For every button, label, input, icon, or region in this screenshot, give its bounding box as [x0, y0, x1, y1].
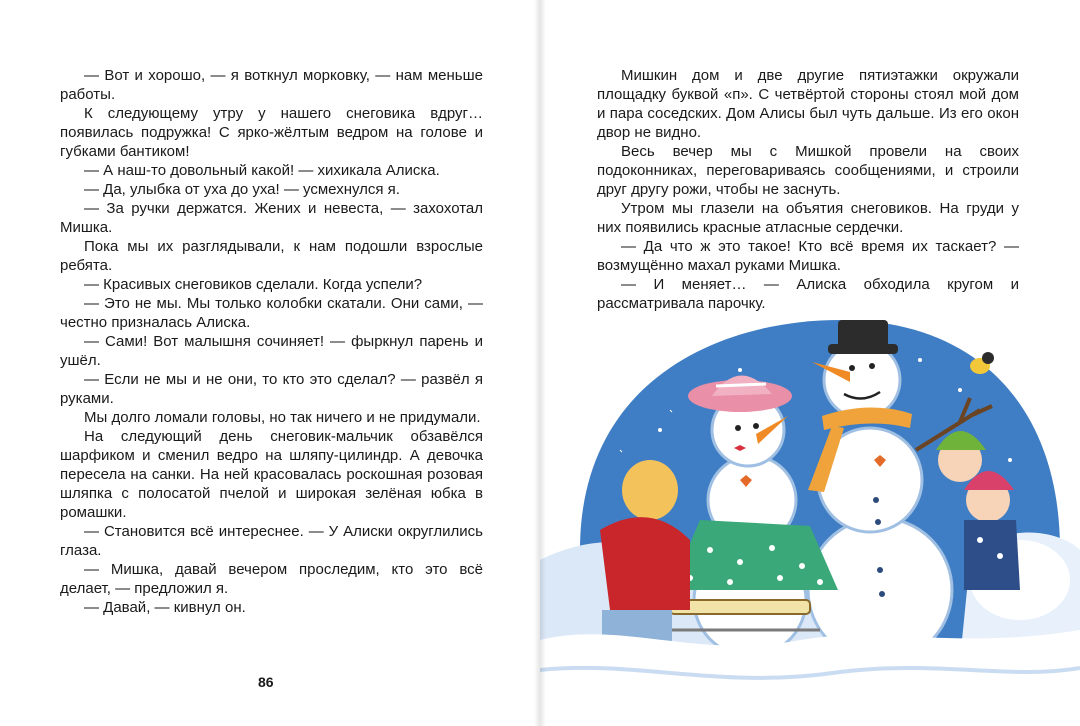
page-number: 86 [258, 674, 274, 690]
paragraph: Мы долго ломали головы, но так ничего и не придумали. [84, 409, 481, 426]
bird [970, 352, 994, 374]
paragraph: — Да, улыбка от уха до уха! — усмехнулся я. [84, 181, 400, 198]
paragraph: — Если не мы и не они, то кто это сделал? — развёл я руками. [60, 371, 483, 407]
paragraph: — Да что ж это такое! Кто всё время их таскает? — возмущённо махал руками Мишка. [597, 238, 1019, 274]
left-page-text [60, 66, 483, 617]
paragraph: — И меняет… — Алиска обходила кругом и рассматривала парочку. [597, 276, 1019, 312]
right-page-text [597, 66, 1019, 313]
paragraph: К следующему утру у нашего снеговика вдруг… появилась подружка! С ярко-жёлтым ведром на голове и губками бантиком! [60, 105, 483, 160]
snowmen-illustration [540, 300, 1080, 726]
paragraph: Пока мы их разглядывали, к нам подошли взрослые ребята. [60, 238, 483, 274]
paragraph: — Давай, — кивнул он. [84, 599, 246, 616]
right-page [540, 0, 1080, 726]
book-spine-shadow [534, 0, 546, 726]
paragraph: Мишкин дом и две другие пятиэтажки окружали площадку буквой «п». С четвёртой стороны стоял мой дом и пара соседских. Дом Алисы был чуть дальше. Из его окон двор не видно. [597, 67, 1019, 141]
paragraph: — Становится всё интереснее. — У Алиски округлились глаза. [60, 523, 483, 559]
paragraph: — Это не мы. Мы только колобки скатали. Они сами, — честно призналась Алиска. [60, 295, 483, 331]
paragraph: — А наш-то довольный какой! — хихикала Алиска. [84, 162, 440, 179]
paragraph: Весь вечер мы с Мишкой провели на своих подоконниках, переговариваясь сообщениями, и строили друг другу рожи, чтобы не заснуть. [597, 143, 1019, 198]
paragraph: — Вот и хорошо, — я воткнул морковку, — нам меньше работы. [60, 67, 483, 103]
snow-foreground [540, 630, 1080, 726]
paragraph: — Сами! Вот малышня сочиняет! — фыркнул парень и ушёл. [60, 333, 483, 369]
paragraph: — Красивых снеговиков сделали. Когда успели? [84, 276, 423, 293]
paragraph: — Мишка, давай вечером проследим, кто это всё делает, — предложил я. [60, 561, 483, 597]
paragraph: — За ручки держатся. Жених и невеста, — захохотал Мишка. [60, 200, 483, 236]
paragraph: На следующий день снеговик-мальчик обзавёлся шарфиком и сменил ведро на шляпу-цилиндр. А девочка пересела на санки. На ней красовалась роскошная розовая шляпка с полосатой пчелой и широкая зелёная юбка в ромашки. [60, 428, 483, 521]
paragraph: Утром мы глазели на объятия снеговиков. На груди у них появились красные атласные сердечки. [597, 200, 1019, 236]
